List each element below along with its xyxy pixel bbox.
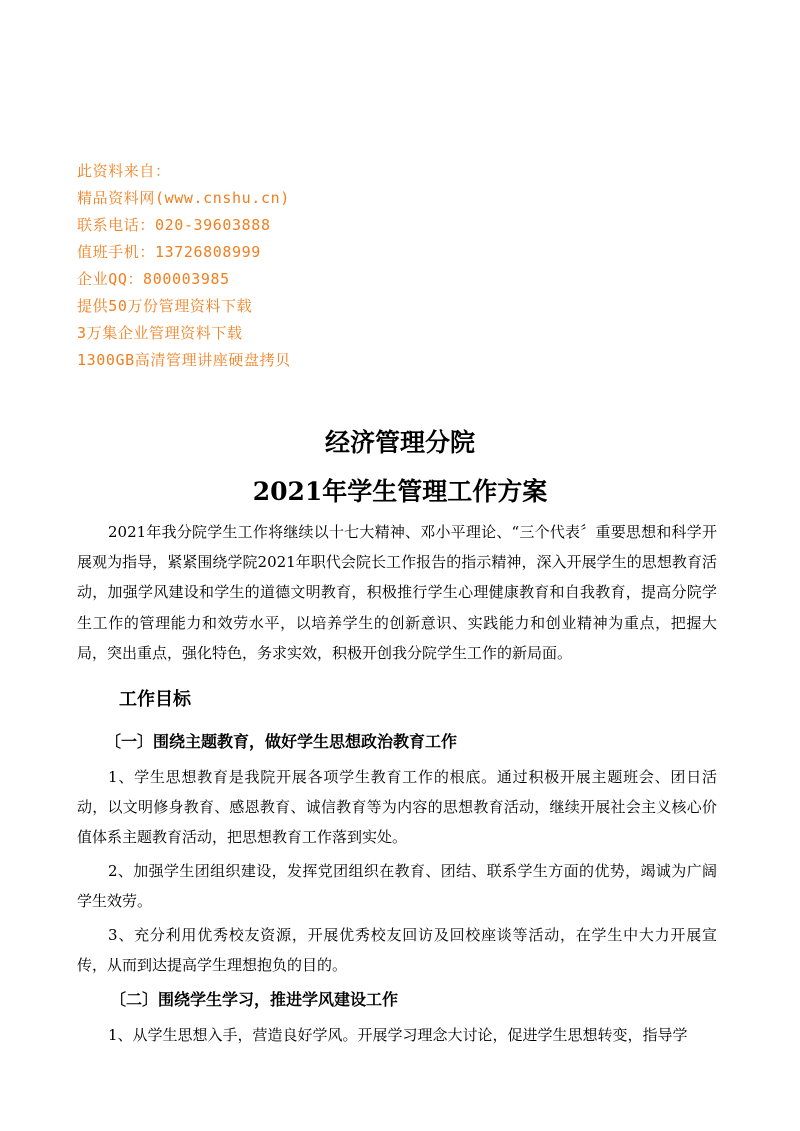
source-notice-line: 精品资料网(www.cnshu.cn) bbox=[77, 189, 290, 207]
source-notice-line: 1300GB高清管理讲座硬盘拷贝 bbox=[77, 351, 291, 369]
subsection-heading-ideology: 〔一〕围绕主题教育，做好学生思想政治教育工作 bbox=[105, 732, 458, 751]
subsection-heading-study: 〔二〕围绕学生学习，推进学风建设工作 bbox=[110, 990, 399, 1009]
document-title-plan: 2021年学生管理工作方案 bbox=[252, 477, 548, 506]
source-notice-line: 值班手机：13726808999 bbox=[77, 243, 261, 261]
source-notice-line: 3万集企业管理资料下载 bbox=[77, 324, 243, 342]
intro-paragraph: 2021年我分院学生工作将继续以十七大精神、邓小平理论、“三个代表〞重要思想和科学开展观为指导，紧紧围绕学院2021年职代会院长工作报告的指示精神，深入开展学生的思想教育活动，加强学风建设和学生的道德文明教育，积极推行学生心理健康教育和自我教育，提高分院学生工作的管理能力和效劳水平，以培养学生的创新意识、实践能力和创业精神为重点，把握大局，突出重点，强化特色，务求实效，积极开创我分院学生工作的新局面。 bbox=[77, 523, 717, 662]
goal-item-paragraph: 2、加强学生团组织建设，发挥党团组织在教育、团结、联系学生方面的优势，竭诚为广阔学生效劳。 bbox=[77, 862, 717, 911]
section-heading-goals: 工作目标 bbox=[119, 689, 191, 710]
goal-item-paragraph: 1、学生思想教育是我院开展各项学生教育工作的根底。通过积极开展主题班会、团日活动，以文明修身教育、感恩教育、诚信教育等为内容的思想教育活动，继续开展社会主义核心价值体系主题教育活动，把思想教育工作落到实处。 bbox=[77, 768, 717, 847]
source-notice bbox=[77, 158, 497, 374]
source-notice-line: 企业QQ：800003985 bbox=[77, 270, 230, 288]
goal-item-paragraph: 3、充分利用优秀校友资源，开展优秀校友回访及回校座谈等活动，在学生中大力开展宣传，从而到达提高学生理想抱负的目的。 bbox=[77, 926, 717, 975]
goal-item-paragraph: 1、从学生思想入手，营造良好学风。开展学习理念大讨论，促进学生思想转变，指导学 bbox=[108, 1026, 688, 1044]
document-title-department: 经济管理分院 bbox=[324, 428, 475, 457]
source-notice-line: 联系电话：020-39603888 bbox=[77, 216, 271, 234]
source-notice-line: 此资料来自： bbox=[77, 162, 171, 180]
source-notice-line: 提供50万份管理资料下载 bbox=[77, 297, 253, 315]
